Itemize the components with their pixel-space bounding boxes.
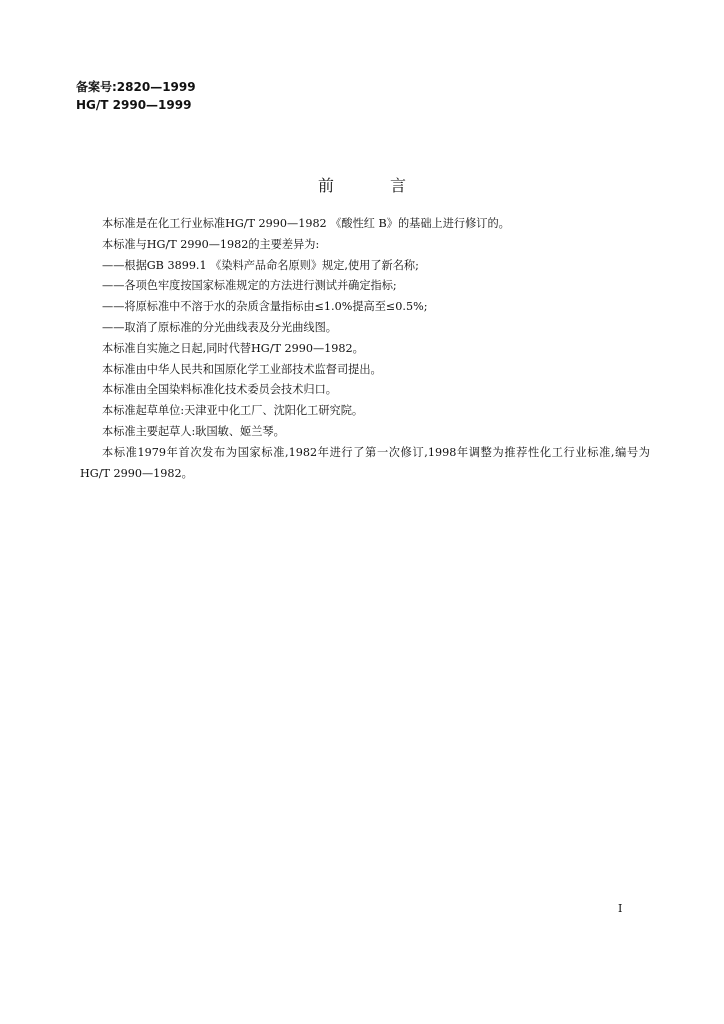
paragraph-replaces: 本标准自实施之日起,同时代替HG/T 2990—1982。	[102, 341, 364, 355]
list-item-spectral: ——取消了原标准的分光曲线表及分光曲线图。	[102, 320, 337, 334]
paragraph-centralized-by: 本标准由全国染料标准化技术委员会技术归口。	[102, 383, 337, 397]
paragraph-drafters: 本标准主要起草人:耿国敏、姬兰琴。	[102, 424, 285, 438]
list-item-impurity: ——将原标准中不溶于水的杂质含量指标由≤1.0%提高至≤0.5%;	[102, 300, 428, 314]
title-char-1: 前	[317, 176, 334, 195]
page-number: I	[618, 902, 623, 915]
paragraph-history: 本标准1979年首次发布为国家标准,1982年进行了第一次修订,1998年调整为推荐性化工行业标准,编号为HG/T 2990—1982。	[80, 445, 650, 480]
list-item-fastness: ——各项色牢度按国家标准规定的方法进行测试并确定指标;	[102, 279, 397, 293]
page-title	[0, 176, 724, 196]
foreword-body	[80, 214, 650, 484]
title-char-2: 言	[390, 176, 407, 195]
paragraph-basis: 本标准是在化工行业标准HG/T 2990—1982 《酸性红 B》的基础上进行修订的。	[102, 217, 510, 230]
standard-number: HG/T 2990—1999	[76, 98, 192, 112]
record-number: 备案号:2820—1999	[76, 80, 196, 94]
list-item-new-name: ——根据GB 3899.1 《染料产品命名原则》规定,使用了新名称;	[102, 258, 419, 272]
paragraph-proposed-by: 本标准由中华人民共和国原化学工业部技术监督司提出。	[102, 362, 382, 376]
paragraph-differences-intro: 本标准与HG/T 2990—1982的主要差异为:	[102, 237, 320, 251]
document-header	[76, 78, 196, 114]
paragraph-drafting-units: 本标准起草单位:天津亚中化工厂、沈阳化工研究院。	[102, 404, 364, 418]
